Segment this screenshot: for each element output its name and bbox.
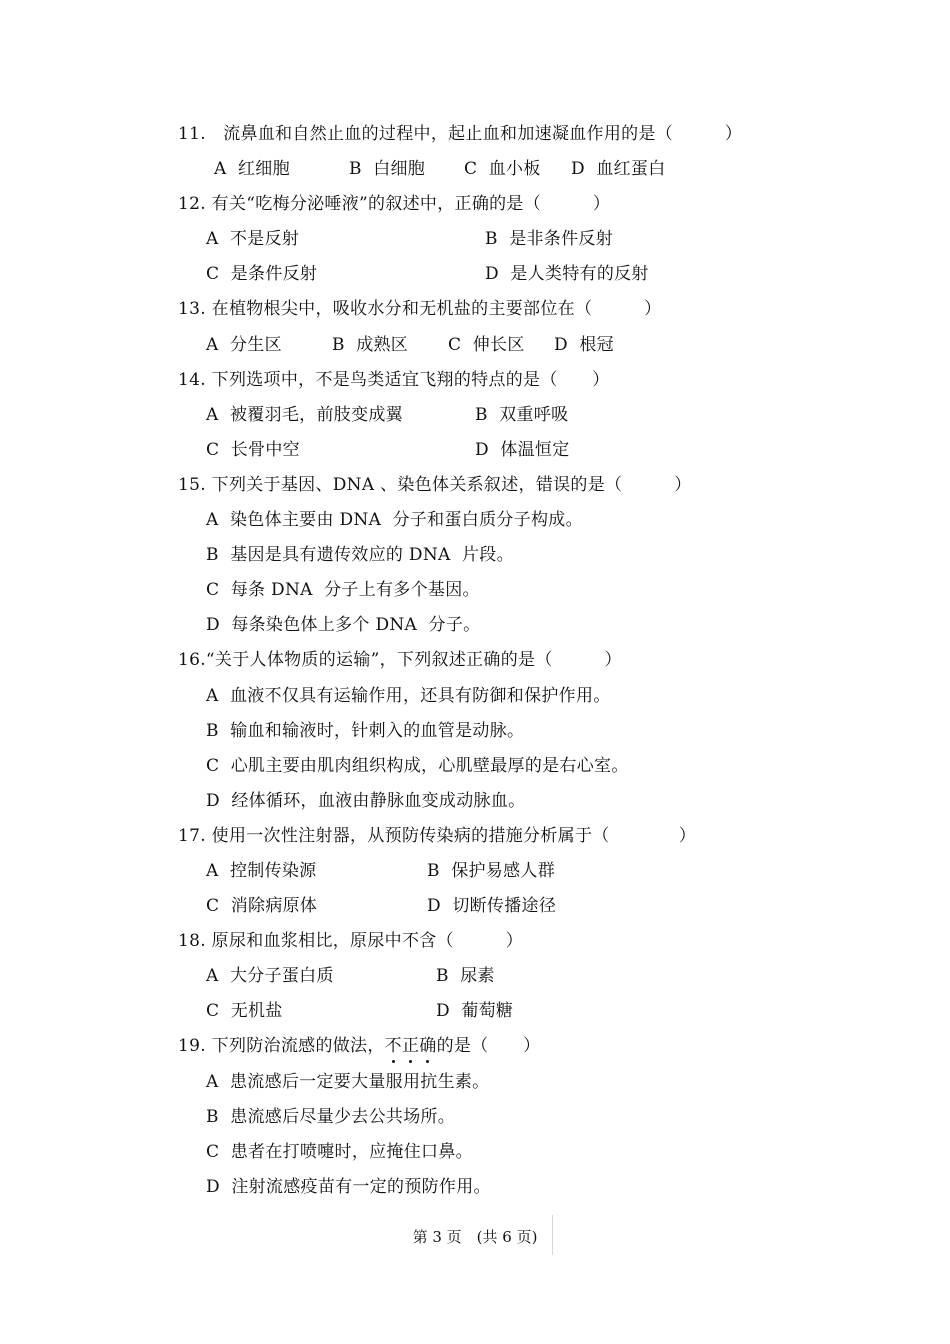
question-16-option-a: A 血液不仅具有运输作用，还具有防御和保护作用。 [206, 686, 611, 706]
question-19-stem-suffix: 的是（ ） [436, 1036, 541, 1056]
question-14-option-d: D 体温恒定 [475, 440, 570, 460]
question-19-option-b: B 患流感后尽量少去公共场所。 [206, 1107, 456, 1127]
question-14-option-c: C 长骨中空 [206, 440, 300, 460]
question-17-option-d: D 切断传播途径 [427, 896, 557, 916]
question-12-option-b: B 是非条件反射 [485, 229, 613, 249]
question-16-stem: 16.“关于人体物质的运输”，下列叙述正确的是（ ） [178, 650, 622, 670]
question-19-option-c: C 患者在打喷嚏时，应掩住口鼻。 [206, 1142, 473, 1162]
question-19-stem [178, 1034, 540, 1058]
question-18-option-b: B 尿素 [436, 966, 495, 986]
question-15-option-b: B 基因是具有遗传效应的 DNA 片段。 [206, 545, 514, 565]
question-17-stem: 17. 使用一次性注射器，从预防传染病的措施分析属于（ ） [178, 826, 697, 846]
question-15-option-c: C 每条 DNA 分子上有多个基因。 [206, 580, 480, 600]
question-19-option-d: D 注射流感疫苗有一定的预防作用。 [206, 1177, 491, 1197]
question-11-option-b: B 白细胞 [349, 159, 426, 179]
question-17-option-c: C 消除病原体 [206, 896, 318, 916]
question-12-option-d: D 是人类特有的反射 [485, 264, 649, 284]
question-15-stem: 15. 下列关于基因、DNA 、染色体关系叙述，错误的是（ ） [178, 475, 692, 495]
emphasis-char-2: 正 [401, 1036, 420, 1056]
question-18-option-a: A 大分子蛋白质 [206, 966, 334, 986]
question-18-option-d: D 葡萄糖 [436, 1001, 514, 1021]
question-13-option-a: A 分生区 [206, 335, 282, 355]
question-11-option-d: D 血红蛋白 [571, 159, 666, 179]
question-11-option-c: C 血小板 [464, 159, 541, 179]
question-16-option-c: C 心肌主要由肌肉组织构成，心肌壁最厚的是右心室。 [206, 756, 629, 776]
question-16-option-d: D 经体循环，血液由静脉血变成动脉血。 [206, 791, 526, 811]
question-13-stem: 13. 在植物根尖中，吸收水分和无机盐的主要部位在（ ） [178, 299, 662, 319]
emphasis-char-1: 不 [384, 1036, 402, 1056]
page-number: 第 3 页 (共 6 页) [412, 1228, 538, 1246]
question-13-option-b: B 成熟区 [332, 335, 409, 355]
question-12-stem: 12. 有关“吃梅分泌唾液”的叙述中，正确的是（ ） [178, 194, 611, 214]
question-14-stem: 14. 下列选项中，不是鸟类适宜飞翔的特点的是（ ） [178, 370, 610, 390]
question-12-option-a: A 不是反射 [206, 229, 300, 249]
question-13-option-d: D 根冠 [554, 335, 614, 355]
question-13-option-c: C 伸长区 [448, 335, 525, 355]
question-19-stem-prefix: 19. 下列防治流感的做法， [178, 1036, 385, 1056]
question-16-option-b: B 输血和输液时，针刺入的血管是动脉。 [206, 721, 525, 741]
question-15-option-a: A 染色体主要由 DNA 分子和蛋白质分子构成。 [206, 510, 583, 530]
question-17-option-b: B 保护易感人群 [427, 861, 555, 881]
question-17-option-a: A 控制传染源 [206, 861, 317, 881]
question-19-option-a: A 患流感后一定要大量服用抗生素。 [206, 1072, 490, 1092]
question-18-stem: 18. 原尿和血浆相比，原尿中不含（ ） [178, 931, 524, 951]
question-14-option-b: B 双重呼吸 [475, 405, 569, 425]
question-18-option-c: C 无机盐 [206, 1001, 283, 1021]
question-15-option-d: D 每条染色体上多个 DNA 分子。 [206, 615, 481, 635]
question-12-option-c: C 是条件反射 [206, 264, 318, 284]
question-11-option-a: A 红细胞 [214, 159, 290, 179]
question-11-stem: 11. 流鼻血和自然止血的过程中，起止血和加速凝血作用的是（ ） [178, 124, 743, 144]
emphasis-char-3: 确 [419, 1036, 437, 1056]
question-14-option-a: A 被覆羽毛，前肢变成翼 [206, 405, 403, 425]
